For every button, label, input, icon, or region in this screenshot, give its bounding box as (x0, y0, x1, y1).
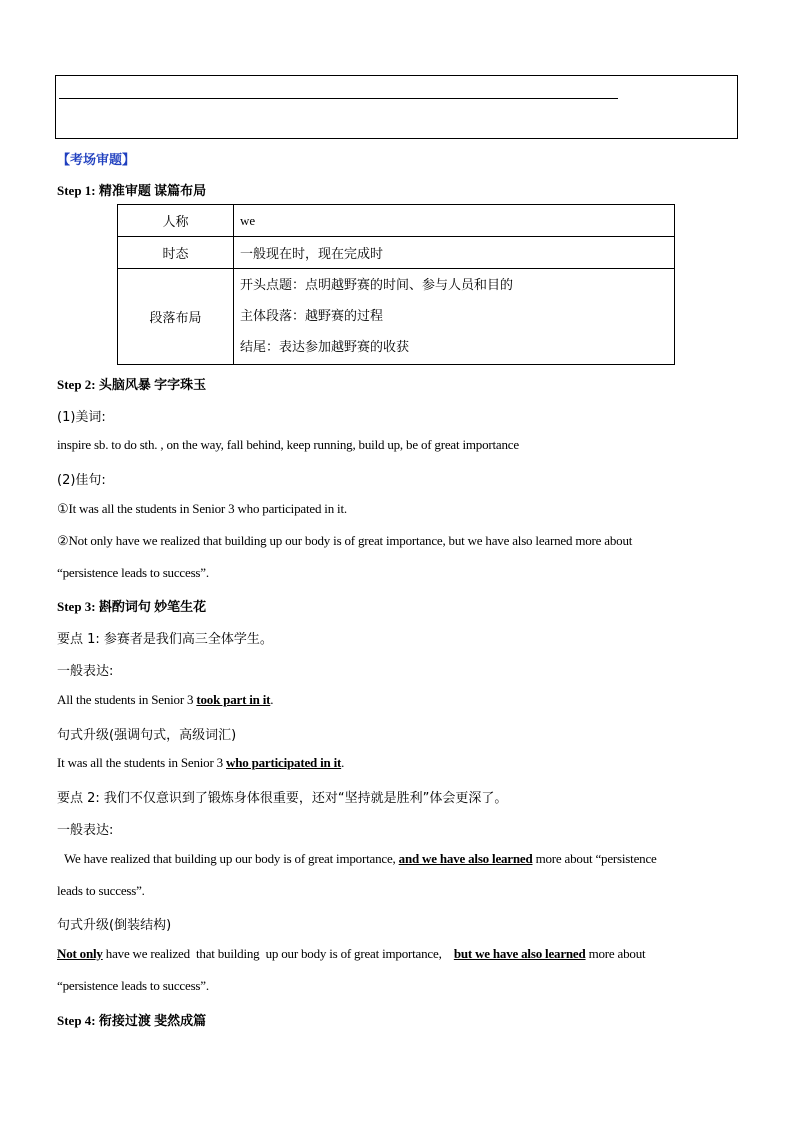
general-1-highlight: took part in it (196, 692, 271, 707)
upgrade-1-highlight: who participated in it (226, 755, 342, 770)
general-2-pre: We have realized that building up our body is of great importance, (64, 851, 399, 866)
table-row (118, 205, 675, 237)
table-row (118, 237, 675, 269)
upgrade-1-sentence (57, 755, 344, 771)
layout-opening: 开头点题：点明越野赛的时间、参与人员和目的 (240, 278, 514, 293)
answer-line (59, 98, 618, 99)
table-value-tense: 一般现在时，现在完成时 (234, 237, 675, 269)
table-key-person: 人称 (118, 205, 234, 237)
words-list: inspire sb. to do sth. , on the way, fall behind, keep running, build up, be of great importance (57, 437, 519, 452)
layout-ending: 结尾：表达参加越野赛的收获 (240, 340, 410, 355)
upgrade-2-highlight-1: Not only (57, 946, 103, 961)
general-1-sentence (57, 692, 273, 708)
upgrade-2-line-1 (57, 946, 645, 962)
table-row (118, 269, 675, 365)
step4-title: Step 4: 衔接过渡 斐然成篇 (57, 1013, 207, 1028)
general-2-highlight: and we have also learned (398, 851, 533, 866)
step1-title: Step 1: 精准审题 谋篇布局 (57, 183, 207, 198)
step3-title: Step 3: 斟酌词句 妙笔生花 (57, 599, 207, 614)
layout-body: 主体段落：越野赛的过程 (240, 309, 384, 324)
plan-table (117, 204, 675, 365)
sentences-label: (2)佳句: (57, 473, 106, 488)
upgrade-2-mid: have we realized that building up our body is of great importance, (102, 946, 454, 961)
sentence-2-line-2: “persistence leads to success”. (57, 565, 209, 580)
point-1: 要点 1: 参赛者是我们高三全体学生。 (57, 632, 273, 647)
general-1-label: 一般表达: (57, 664, 114, 679)
point-2: 要点 2: 我们不仅意识到了锻炼身体很重要，还对“坚持就是胜利”体会更深了。 (57, 791, 508, 806)
upgrade-2-label: 句式升级(倒装结构) (57, 918, 172, 933)
general-1-post: . (270, 692, 274, 707)
general-2-label: 一般表达: (57, 823, 114, 838)
words-label: (1)美词: (57, 410, 106, 425)
table-value-layout (234, 269, 675, 365)
sentence-2-line-1: ②Not only have we realized that building up our body is of great importance, but we have also learned more about (57, 533, 633, 548)
sentence-1: ①It was all the students in Senior 3 who participated in it. (57, 501, 347, 516)
upgrade-1-label: 句式升级(强调句式，高级词汇) (57, 728, 237, 743)
table-key-layout: 段落布局 (118, 269, 234, 365)
table-value-person: we (234, 205, 675, 237)
upgrade-1-pre: It was all the students in Senior 3 (57, 755, 226, 770)
upgrade-2-highlight-2: but we have also learned (453, 946, 586, 961)
general-2-line-2: leads to success”. (57, 883, 145, 898)
general-1-pre: All the students in Senior 3 (57, 692, 197, 707)
step2-title: Step 2: 头脑风暴 字字珠玉 (57, 377, 207, 392)
upgrade-2-post: more about (585, 946, 646, 961)
general-2-post: more about “persistence (532, 851, 657, 866)
section-title: 【考场审题】 (57, 152, 136, 167)
table-key-tense: 时态 (118, 237, 234, 269)
answer-box (55, 75, 738, 139)
upgrade-1-post: . (341, 755, 345, 770)
upgrade-2-line-2: “persistence leads to success”. (57, 978, 209, 993)
general-2-line-1 (64, 851, 657, 867)
